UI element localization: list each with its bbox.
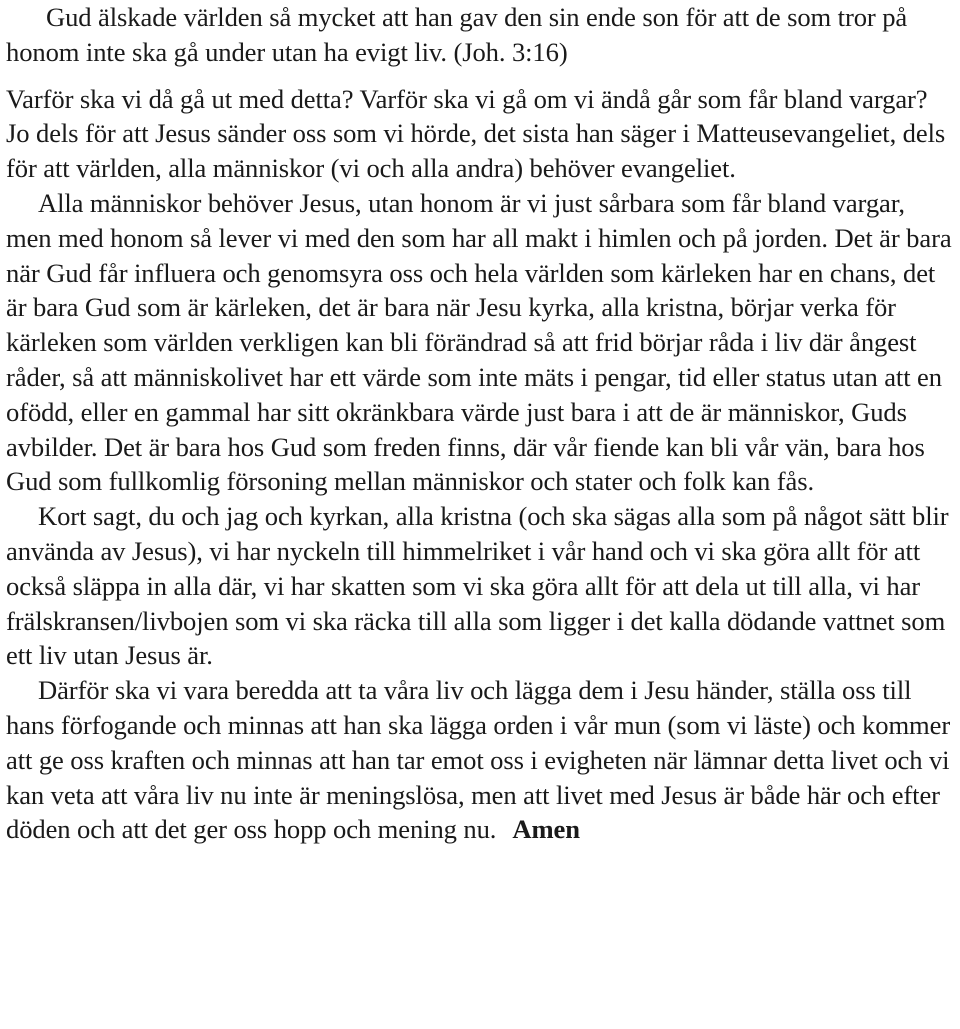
paragraph-4 bbox=[6, 673, 956, 847]
verse-paragraph bbox=[6, 0, 956, 70]
paragraph-2-text: Alla människor behöver Jesus, utan honom är vi just sårbara som får bland vargar, men med honom så lever vi med den som har all makt i himlen och på jorden. Det är bara när Gud får influera och genomsyra oss och hela världen som kärleken har en chans, det är bara Gud som är kärleken, det är bara när Jesu kyrka, alla kristna, börjar verka för kärleken som världen verkligen kan bli förändrad så att frid börjar råda i liv där ångest råder, så att människolivet har ett värde som inte mäts i pengar, tid eller status utan att en ofödd, eller en gammal har sitt okränkbara värde just bara i att de är människor, Guds avbilder. Det är bara hos Gud som freden finns, där vår fiende kan bli vår vän, bara hos Gud som fullkomlig försoning mellan människor och stater och folk kan fås. bbox=[6, 187, 952, 497]
verse-text: Gud älskade världen så mycket att han gav den sin ende son för att de som tror på honom inte ska gå under utan ha evigt liv. (Joh. 3:16) bbox=[6, 2, 908, 67]
paragraph-3 bbox=[6, 499, 956, 673]
paragraph-4-text: Därför ska vi vara beredda att ta våra liv och lägga dem i Jesu händer, ställa oss till hans förfogande och minnas att han ska lägga orden i vår mun (som vi läste) och kommer att ge oss kraften och minnas att han tar emot oss i evigheten när lämnar detta livet och vi kan veta att våra liv nu inte är meningslösa, men att livet med Jesus är både här och efter döden och att det ger oss hopp och mening nu. bbox=[6, 675, 951, 845]
document-page bbox=[6, 0, 956, 847]
paragraph-1: Varför ska vi då gå ut med detta? Varför ska vi gå om vi ändå går som får bland vargar? Jo dels för att Jesus sänder oss som vi hörde, det sista han säger i Matteusevangeliet, dels för att världen, alla människor (vi och alla andra) behöver evangeliet. bbox=[6, 83, 946, 184]
paragraph-2 bbox=[6, 186, 956, 499]
paragraph-3-text: Kort sagt, du och jag och kyrkan, alla kristna (och ska sägas alla som på något sätt blir använda av Jesus), vi har nyckeln till himmelriket i vår hand och vi ska göra allt för att också släppa in alla där, vi har skatten som vi ska göra allt för att dela ut till alla, vi har frälskransen/livbojen som vi ska räcka till alla som ligger i det kalla dödande vattnet som ett liv utan Jesus är. bbox=[6, 501, 949, 671]
closing-amen: Amen bbox=[512, 814, 580, 845]
